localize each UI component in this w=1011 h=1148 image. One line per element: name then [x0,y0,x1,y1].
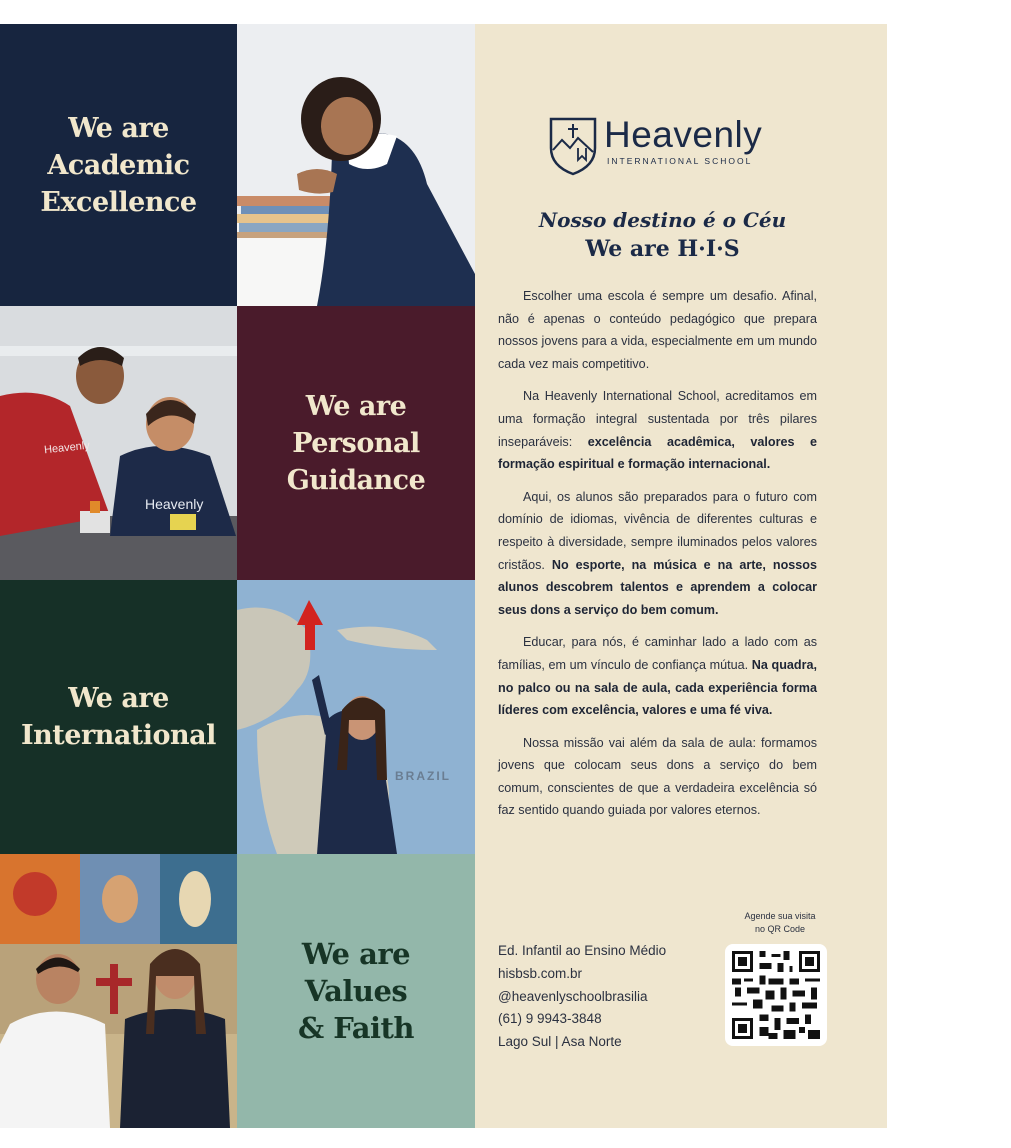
paragraph-2 [498,385,817,475]
tile-international [0,580,237,854]
slogan-values-and-faith: We are Values & Faith [297,936,415,1045]
slogan-personal-guidance: We are Personal Guidance [286,390,426,496]
contact-info [498,940,666,1054]
paragraph-4-text: Educar, para nós, é caminhar lado a lado com as famílias, em um vínculo de confiança mútua. [498,635,817,672]
photo-teacher-and-student-robotics [0,306,237,580]
crest-icon [548,116,598,176]
slogan-international: We are International [21,683,216,751]
paragraph-2-bold: excelência acadêmica, valores e formação espiritual e formação internacional. [498,434,817,472]
qr-caption: Agende sua visita no QR Code [744,911,816,934]
paragraph-1 [498,285,817,375]
paragraph-5 [498,732,817,822]
shirt-brand-teacher: Heavenly [43,439,91,457]
contact-locations: Lago Sul | Asa Norte [498,1034,622,1050]
body-text [498,285,817,832]
shirt-brand-student: Heavenly [145,496,204,512]
contact-phone[interactable]: (61) 9 9943-3848 [498,1011,602,1027]
photo-girl-with-books [237,24,475,306]
flyer [0,24,887,1128]
paragraph-3-text: Aqui, os alunos são preparados para o futuro com domínio de idiomas, vivência de diferentes culturas e respeito à diversidade, sempre iluminados pelos valores cristãos. [498,489,817,572]
paragraph-2-text: Na Heavenly International School, acreditamos em uma formação integral sustentada por três pilares inseparáveis: [498,389,817,449]
contact-website[interactable]: hisbsb.com.br [498,965,583,981]
paragraph-4-bold: Na quadra, no palco ou na sala de aula, cada experiência forma líderes com excelência, valores e uma fé viva. [498,657,817,718]
map-label-brazil: BRAZIL [395,769,451,783]
paragraph-5-text: Nossa missão vai além da sala de aula: formamos jovens que colocam seus dons a serviço do bem comum, conscientes de que a verdadeira excelência só faz sentido quando guiada por valores eternos. [498,735,817,818]
logo-subtitle: INTERNATIONAL SCHOOL [607,156,753,166]
tile-academic-excellence [0,24,237,306]
contact-instagram[interactable]: @heavenlyschoolbrasilia [498,988,648,1004]
info-panel [475,24,887,1128]
school-logo [548,114,788,176]
qr-code[interactable] [725,944,827,1046]
logo-wordmark: Heavenly [604,114,763,155]
paragraph-3-bold: No esporte, na música e na arte, nossos alunos descobrem talentos e aprendem a colocar seus dons a serviço do bem comum. [498,557,818,617]
slogan-academic-excellence: We are Academic Excellence [40,112,197,218]
tagline-line1: Nosso destino é o Céu [538,208,787,232]
photo-student-pointing-at-map [237,580,475,854]
paragraph-1-text: Escolher uma escola é sempre um desafio. Afinal, não é apenas o conteúdo pedagógico que prepara nossos jovens para a vida, especialmente em um mundo cada vez mais competitivo. [498,289,817,371]
tagline-line2: We are H·I·S [585,236,740,262]
contact-levels: Ed. Infantil ao Ensino Médio [498,943,667,958]
qr-code-icon [732,951,820,1039]
tile-personal-guidance [237,306,475,580]
tile-values-and-faith [237,854,475,1128]
paragraph-4 [498,631,817,721]
paragraph-3 [498,486,817,622]
photo-students-praying [0,854,237,1128]
